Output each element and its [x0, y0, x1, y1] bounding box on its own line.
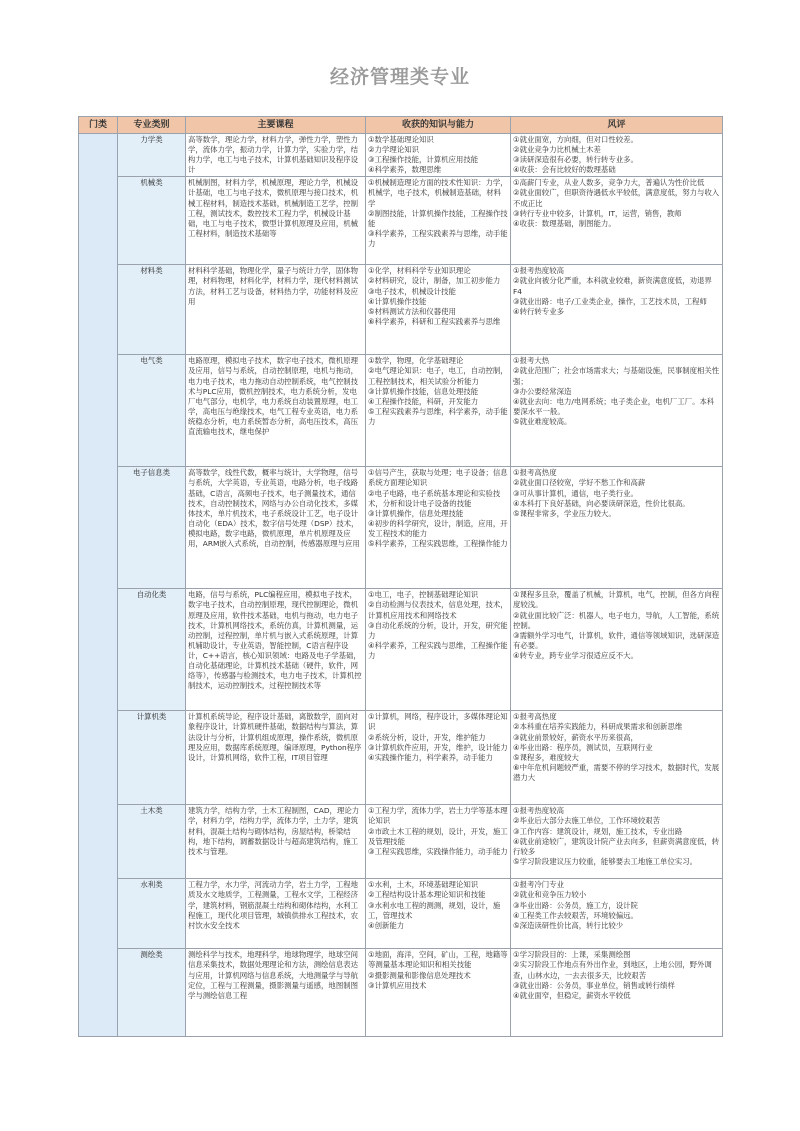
review-item: ③读研深造很有必要，转行转专业多。 [513, 155, 638, 165]
ability-item: ③科学素养，工程实践素养与思维，动手能力 [368, 228, 508, 248]
review-item: ⑤就业难度较高。 [513, 416, 572, 426]
review-item: ⑤课程多，难度较大 [513, 752, 579, 762]
review-item: ①报考热度较高 [513, 266, 564, 276]
category-cell: 电气类 [118, 355, 186, 467]
abilities-cell [366, 805, 511, 879]
reviews-cell [511, 589, 723, 711]
ability-item: ④创新能力 [368, 920, 405, 930]
review-item: ⑥中年危机问题较严重，需要不停的学习技术，数据时代，发展潜力大 [513, 762, 720, 782]
review-item: ②就业向被分化严重，本科就业较难，新资满意度低，劝退界F4 [513, 276, 712, 296]
ability-item: ①化学，材料科学专业知识理论 [368, 266, 471, 276]
reviews-cell [511, 949, 723, 1037]
table-row [79, 805, 723, 879]
ability-item: ②摄影测量和影像信息处理技术 [368, 970, 471, 980]
review-item: ①课程多且杂，覆盖了机械，计算机，电气，控制，但各方向程度较浅。 [513, 590, 720, 610]
review-item: ⑤学习阶段建议压力较重，能够要去工地施工单位实习。 [513, 856, 698, 866]
abilities-cell [366, 949, 511, 1037]
review-item: ④就业去向：电力/电网系统；电子类企业，电机厂工厂。本科要深水平一般。 [513, 396, 715, 416]
ability-item: ②系统分析，设计，开发，维护能力 [368, 732, 486, 742]
ability-item: ③工程操作技能，计算机应用技能 [368, 155, 479, 165]
courses-cell: 高等数学，线性代数，概率与统计，大学物理，信号与系统，大学英语，专业英语，电路分析，电子线路基础，C语言，高频电子技术，电子测量技术，通信技术，自动控制技术，网络与办公自动化技术，多媒体技术，单片机技术，电子系统设计工艺，电子设计自动化（EDA）技术，数字信号处理（DSP）技术，模拟电路，数字电路，微机原理，单片机原理及应用，ARM嵌入式系统，自动控制，传感器原理与应用 [186, 467, 366, 589]
review-item: ④本科打下良好基础，向必要读研深造，性价比很高。 [513, 498, 690, 508]
ability-item: ⑤科学素养，工程实践思维，工程操作能力 [368, 539, 508, 549]
door-cell [79, 134, 118, 1037]
category-cell: 水利类 [118, 879, 186, 949]
ability-item: ③自动化系统的分析，设计，开发，研究能力 [368, 620, 508, 640]
courses-cell: 材料科学基础，物理化学，量子与统计力学，固体物理，材料物理，材料化学，材料力学，现代材料测试方法，材料工艺与设备，材料热力学，功能材料及应用 [186, 265, 366, 355]
ability-item: ②电子电路，电子系统基本理论和实验技术，分析和设计电子设备的技能 [368, 488, 501, 508]
review-item: ⑤深造读研性价比高，转行比较少 [513, 920, 624, 930]
table-row [79, 949, 723, 1037]
category-cell: 机械类 [118, 177, 186, 265]
table-row [79, 177, 723, 265]
abilities-cell [366, 711, 511, 805]
ability-item: ③电子技术，机械设计技能 [368, 286, 456, 296]
review-item: ③办公要经常深造 [513, 386, 572, 396]
review-item: ①就业面宽，方向细，但对口性较差。 [513, 135, 638, 144]
table-row [79, 355, 723, 467]
courses-cell: 测绘科学与技术，地理科学，地球物理学，地球空间信息采集技术，数据处理理论和方法，测绘信息表达与应用，计算机网络与信息系统，大地测量学与导航定位，工程与工程测量，摄影测量与遥感，地图制图学与测绘信息工程 [186, 949, 366, 1037]
ability-item: ⑤工程实践素养与思维，科学素养，动手能力 [368, 406, 508, 426]
ability-item: ②工程结构设计基本理论知识和技能 [368, 890, 486, 900]
header-door: 门类 [79, 117, 118, 134]
table-row [79, 467, 723, 589]
major-table [78, 116, 723, 1037]
ability-item: ⑤材料测试方法和仪器使用 [368, 306, 456, 316]
ability-item: ④初步的科学研究，设计，制造，应用，开发工程技术的能力 [368, 518, 508, 538]
review-item: ②就业和竞争压力较小 [513, 890, 587, 900]
review-item: ④工程类工作去较艰苦，环境较偏远。 [513, 910, 638, 920]
ability-item: ④科学素养，数理思维 [368, 165, 442, 175]
review-item: ④收获：数理基础，制图能力。 [513, 218, 616, 228]
review-item: ①报考冷门专业 [513, 880, 564, 890]
reviews-cell [511, 177, 723, 265]
ability-item: ③工程实践思维，实践操作能力，动手能力 [368, 846, 508, 856]
ability-item: ②市政土木工程的规划，设计，开发，施工及管理技能 [368, 826, 508, 846]
ability-item: ①数学，物理，化学基础理论 [368, 356, 464, 366]
table-row [79, 265, 723, 355]
table-row [79, 134, 723, 177]
review-item: ④转专业，跨专业学习很适应反不大。 [513, 650, 638, 660]
abilities-cell [366, 265, 511, 355]
reviews-cell [511, 355, 723, 467]
ability-item: ②材料研究，设计，制备，加工初步能力 [368, 276, 501, 286]
table-row [79, 879, 723, 949]
courses-cell: 工程力学，水力学，河流动力学，岩土力学，工程地质及水文地质学，工程测量，工程水文学，工程经济学，建筑材料，钢筋混凝土结构和砌体结构，水利工程施工，现代化项目管理，城镇供排水工程技术，农村饮水安全技术 [186, 879, 366, 949]
table-row [79, 711, 723, 805]
courses-cell: 机械制图，材料力学，机械原理，理论力学，机械设计基础，电工与电子技术，微机原理与接口技术，机械工程材料，制造技术基础，机械制造工艺学，控制工程，测试技术，数控技术工程力学，机械设计基础，电工与电子技术，微型计算机原理及应用，机械工程材料，制造技术基础等 [186, 177, 366, 265]
review-item: ①报考热度较高 [513, 806, 564, 816]
courses-cell: 建筑力学，结构力学，土木工程制图，CAD，理论力学，材料力学，结构力学，流体力学，土力学，建筑材料，混凝土结构与砌体结构，房屋结构，桥梁结构，地下结构，调蓄数据设计与超高建筑结构，施工技术与管理。 [186, 805, 366, 879]
courses-cell: 高等数学，理论力学，材料力学，弹性力学，塑性力学，流体力学，振动力学，计算力学，实验力学，结构力学，电工与电子技术，计算机基础知识及程序设计 [186, 134, 366, 177]
ability-item: ①水利，土木，环境基础理论知识 [368, 880, 479, 890]
review-item: ②毕业后大部分去施工单位，工作环境较艰苦 [513, 816, 661, 826]
review-item: ②就业面口径较宽，学好不愁工作和高薪 [513, 478, 646, 488]
reviews-cell [511, 265, 723, 355]
ability-item: ①机械制造理论方面的技术性知识：力学，机械学，电子技术，机械制造基础，材料学 [368, 178, 508, 208]
review-item: ①报考高热度 [513, 468, 557, 478]
review-item: ②本科重在培养实践能力，科研成果需求和创新思维 [513, 722, 683, 732]
review-item: ①学习阶段目的：上课，采集测绘图 [513, 950, 631, 960]
reviews-cell [511, 134, 723, 177]
review-item: ③就业出路：电子/工业类企业，操作，工艺技术员，工程师 [513, 296, 707, 306]
ability-item: ①地面，海洋，空间，矿山，工程，地籍等等测量基本理论知识和相关技能 [368, 950, 508, 970]
category-cell: 电子信息类 [118, 467, 186, 589]
review-item: ①报考高热度 [513, 712, 557, 722]
reviews-cell [511, 805, 723, 879]
category-cell: 材料类 [118, 265, 186, 355]
ability-item: ③计算机应用技术 [368, 980, 427, 990]
header-reviews: 风评 [511, 117, 723, 134]
review-item: ②实习阶段工作地点有外出作业，到地区，上地公园，野外调查，山林水边，一去去很多天，比较艰苦 [513, 960, 712, 980]
ability-item: ②制图技能，计算机操作技能，工程操作技能 [368, 208, 508, 228]
ability-item: ③计算机操作技能，信息处理技能 [368, 386, 479, 396]
abilities-cell [366, 355, 511, 467]
table-header-row [79, 117, 723, 134]
review-item: ③需额外学习电气，计算机，软件，通信等领域知识，选研深造有必要。 [513, 630, 720, 650]
category-cell: 土木类 [118, 805, 186, 879]
ability-item: ①数学基础理论知识 [368, 135, 434, 144]
review-item: ④收获：会有比较好的数理基础 [513, 165, 616, 175]
review-item: ④转行转专业多 [513, 306, 564, 316]
reviews-cell [511, 879, 723, 949]
review-item: ③可从事计算机，通信，电子类行业。 [513, 488, 638, 498]
ability-item: ⑥科学素养，科研和工程实践素养与思维 [368, 316, 501, 326]
ability-item: ②自动检测与仪表技术，信息处理，技术，计算机应用技术和网络技术 [368, 600, 508, 620]
review-item: ③就业前景较好，薪资水平历来很高， [513, 732, 638, 742]
ability-item: ②力学理论知识 [368, 145, 419, 155]
category-cell: 计算机类 [118, 711, 186, 805]
ability-item: ①工程力学，流体力学，岩土力学等基本理论知识 [368, 806, 508, 826]
reviews-cell [511, 467, 723, 589]
review-item: ②就业范围广；社会市场需求大；与基础设施，民事制度相关性强； [513, 366, 720, 386]
abilities-cell [366, 177, 511, 265]
ability-item: ③计算机操作，信息处理技能 [368, 508, 464, 518]
category-cell: 力学类 [118, 134, 186, 177]
review-item: ②就业竞争力比机械土木差 [513, 145, 601, 155]
page-title: 经济管理类专业 [329, 66, 470, 88]
ability-item: ①信号产生，获取与处理；电子设备；信息系统方面理论知识 [368, 468, 508, 488]
review-item: ③毕业出路：公务员，施工方，设计院 [513, 900, 638, 910]
abilities-cell [366, 467, 511, 589]
review-item: ③转行专业中较多，计算机，IT，运营，销售，教师 [513, 208, 682, 218]
ability-item: ①电工，电子，控制基础理论知识 [368, 590, 479, 600]
review-item: ⑤课程非常多，学业压力较大。 [513, 508, 616, 518]
review-item: ③工作内容：建筑设计，规划，施工技术，专业出路 [513, 826, 683, 836]
review-item: ①高薪门专业，从业人数多，竞争力大，普遍认为性价比低 [513, 178, 705, 188]
review-item: ②就业面比较广泛：机器人，电子电力，导航，人工智能，系统控制。 [513, 610, 720, 630]
ability-item: ③水利水电工程的测测，规划，设计，施工，管理技术 [368, 900, 501, 920]
review-item: ④就业前途较广，建筑设计院产业去向多，但薪资满意度低，转行较多 [513, 836, 720, 856]
review-item: ①报考大热 [513, 356, 550, 366]
reviews-cell [511, 711, 723, 805]
ability-item: ④科学素养，工程实践与思维，工程操作能力 [368, 640, 508, 660]
ability-item: ④计算机操作技能 [368, 296, 427, 306]
courses-cell: 电路原理，模拟电子技术，数字电子技术，微机原理及应用，信号与系统，自动控制原理，电机与拖动，电力电子技术，电力拖动自动控制系统，电气控制技术与PLC应用，微机控制技术，电力系统分析，发电厂电气部分，电机学，电力系统自动装置原理，电工学，高电压与绝缘技术，电气工程专业英语，电力系统稳态分析，电力系统暂态分析，高电压技术，高压直流输电技术，继电保护 [186, 355, 366, 467]
ability-item: ③计算机软件应用，开发，维护，设计能力 [368, 742, 508, 752]
courses-cell: 计算机系统导论，程序设计基础，离散数学，面向对象程序设计，计算机硬件基础，数据结构与算法，算法设计与分析，计算机组成原理，操作系统，微机原理及应用，数据库系统原理，编译原理，Python程序设计，计算机网络，软件工程，IT项目管理 [186, 711, 366, 805]
abilities-cell [366, 589, 511, 711]
courses-cell: 电路，信号与系统，PLC编程应用，模拟电子技术，数字电子技术，自动控制原理，现代控制理论，微机原理及应用，软件技术基础，电机与拖动，电力电子技术，计算机网络技术，系统仿真，计算机测量，运动控制，过程控制，单片机与嵌入式系统原理，计算机辅助设计，专业英语，智能控制，C语言程序设计，C++语言，核心知识领域：电路及电子学基础，自动化基础理论，计算机技术基础（硬件，软件，网络等），传感器与检测技术，电力电子技术，计算机控制技术，运动控制技术，过程控制技术等 [186, 589, 366, 711]
review-item: ④就业面窄，但稳定，薪资水平较低 [513, 990, 631, 1000]
ability-item: ④工程操作技能，科研，开发能力 [368, 396, 479, 406]
abilities-cell [366, 879, 511, 949]
ability-item: ②电气理论知识：电子，电工，自动控制，工程控制技术，相关试验分析能力 [368, 366, 508, 386]
review-item: ③就业出路：公务员，事业单位，销售或转行绩样 [513, 980, 675, 990]
ability-item: ④实践操作能力，科学素养，动手能力 [368, 752, 493, 762]
review-item: ②就业面较广，但职资待遇低水平较低，满意度低，努力与收入不成正比 [513, 188, 720, 208]
header-abilities: 收获的知识与能力 [366, 117, 511, 134]
category-cell: 自动化类 [118, 589, 186, 711]
category-cell: 测绘类 [118, 949, 186, 1037]
table-row [79, 589, 723, 711]
header-category: 专业类别 [118, 117, 186, 134]
abilities-cell [366, 134, 511, 177]
header-courses: 主要课程 [186, 117, 366, 134]
ability-item: ①计算机，网络，程序设计，多媒体理论知识 [368, 712, 508, 732]
review-item: ④毕业出路：程序员，测试员，互联网行业 [513, 742, 653, 752]
